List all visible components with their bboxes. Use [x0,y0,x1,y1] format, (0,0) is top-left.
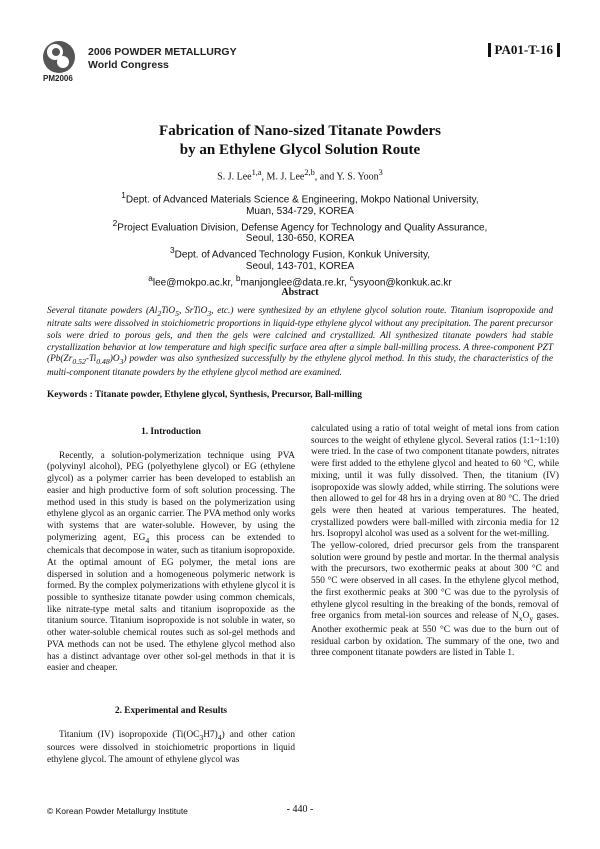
section-heading-experimental: 2. Experimental and Results [114,705,228,716]
conference-name [88,46,237,72]
author-sep: , and [314,171,337,183]
paper-title [0,122,600,160]
body-paragraph: calculated using a ratio of total weight of metal ions from cation sources to the weight of ethylene glycol. Several ratios (1:1~1:10) were tried. In the case of two component titanate powders, nitrates were first added to the ethylene glycol and heated to 60 °C, while mixing, until it was fully dissolved. Then, the titanium (IV) isopropoxide was slowly added, while stirring. The solutions were then allowed to gel for 48 hrs in a drying oven at 80 °C. The dried gels were then heated at various temperatures. The heated, crystallized powders were ball-milled with zirconia media for 12 hrs. Isopropyl alcohol was used as a solvent for the wet-milling. [311,424,559,540]
section-heading-introduction: 1. Introduction [141,427,201,437]
code-bar-left [488,43,491,57]
right-column [311,424,559,660]
pm2006-logo-icon [42,40,76,74]
abstract-heading: Abstract [281,287,319,298]
affiliation-line [0,190,600,206]
author-list [0,168,600,182]
email-link[interactable]: manjonglee@data.re.kr, [240,276,350,288]
title-line1: Fabrication of Nano-sized Titanate Powders [159,123,441,139]
author-2-sup: 2,b [304,168,315,177]
author-1: S. J. Lee [217,171,252,183]
affiliation-line [0,245,600,261]
affiliation-sup: 3 [170,245,175,256]
conference-line2: World Congress [88,59,169,71]
email-sup: c [349,272,354,283]
author-2: M. J. Lee [266,171,305,183]
affiliation-line [0,218,600,234]
email-link[interactable]: lee@mokpo.ac.kr, [152,276,236,288]
affiliation-line: Muan, 534-729, KOREA [246,205,354,217]
paper-code [488,42,561,58]
email-sup: b [235,272,241,283]
affiliation-line: Seoul, 130-650, KOREA [245,233,355,245]
logo-text: PM2006 [43,74,73,83]
left-column [47,424,295,767]
keywords: Keywords : Titanate powder, Ethylene glycol, Synthesis, Precursor, Ball-milling [47,390,362,400]
author-1-sup: 1,a [251,168,262,177]
affiliations [0,190,600,288]
title-line2: by an Ethylene Glycol Solution Route [179,142,421,158]
email-link[interactable]: ysyoon@konkuk.ac.kr [353,276,452,288]
affiliation-text: Project Evaluation Division, Defense Agency for Technology and Quality Assurance, [117,221,488,233]
author-sep: , [261,171,267,183]
affiliation-line: Seoul, 143-701, KOREA [245,260,355,272]
abstract-text: Several titanate powders ($Al_2TiO_5$, SrTiO$_3$, etc.) were synthesized by an ethylene glycol solution route. Titanium isopropoxide and nitrate salts were dissolved in stoichiometric proportions in liquid-type ethylene glycol without any precipitation. The parent precursor sols were dried to porous gels, and then the gels were calcined and crystallized. All synthesized titanate powders had stable crystallization behavior at low temperature and high specific surface area after a simple ball-milling process. A three-component PZT $(Pb(Zr_{0.52}-Ti_{0.48})O_3)$ powder was also synthesized successfully by the ethylene glycol method. In this study, the characteristics of the multi-component titanate powders by the ethylene glycol method are examined. [47,306,553,378]
email-sup: a [148,272,153,283]
author-3: Y. S. Yoon [336,171,379,183]
affiliation-sup: 2 [112,217,118,228]
body-paragraph: The yellow-colored, dried precursor gels from the transparent solution were ground by pestle and mortar. In the thermal analysis with the precursors, two exothermic peaks at about 300 °C and 550 °C were observed in all cases. In the ethylene glycol method, the first exothermic peaks at 300 °C was due to the pyrolysis of ethylene glycol resulting in the breaking of the bonds, removal of free organics from metal-ion sources and release of $N_xO_y$ gases. Another exothermic peak at 550 °C was due to the burn out of residual carbon by oxidation. The summary of the one, two and three component titanate powders are listed in Table 1. [311,541,559,659]
page-number: - 440 - [286,804,314,815]
conference-line1: 2006 POWDER METALLURGY [88,46,237,58]
intro-paragraph: Recently, a solution-polymerization technique using PVA (polyvinyl alcohol), PEG (polyethylene glycol) or EG (ethylene glycol) as a polymer carrier has been developed to establish an easier and high productive form of soft solution processing. The method used in this study is based on the polymerization using ethylene glycol as an organic carrier. The PVA method only works with systems that are water-soluble. However, by using the polymerizing agent, $EG_4$ this process can be extended to chemicals that decompose in water, such as titanium isopropoxide. At the optimal amount of EG polymer, the metal ions are dispersed in solution and a homogeneous polymeric network is formed. By the complex polymerizations with ethylene glycol it is possible to synthesize titanate powder using common chemicals, like nitrate-type metal salts and titanium isopropoxide as the titanium source. Titanium isopropoxide is not soluble in water, so other water-soluble chemical routes such as sol-gel methods and PVA methods can not be used. The ethylene glycol method also has a distinct advantage over other sol-gel methods in that it is easier and cheaper. [47,450,295,674]
paper-code-text: PA01-T-16 [494,42,553,57]
copyright-notice: © Korean Powder Metallurgy Institute [47,806,188,816]
experimental-paragraph: Titanium (IV) isopropoxide $(Ti(OC_3H7)_4)$ and other cation sources were dissolved in stoichiometric proportions in liquid ethylene glycol. The amount of ethylene glycol was [47,729,295,765]
affiliation-text: Dept. of Advanced Materials Science & Engineering, Mokpo National University, [125,194,479,206]
affiliation-sup: 1 [121,190,126,200]
affiliation-text: Dept. of Advanced Technology Fusion, Konkuk University, [174,249,430,261]
code-bar-right [557,43,560,57]
author-3-sup: 3 [378,168,383,177]
